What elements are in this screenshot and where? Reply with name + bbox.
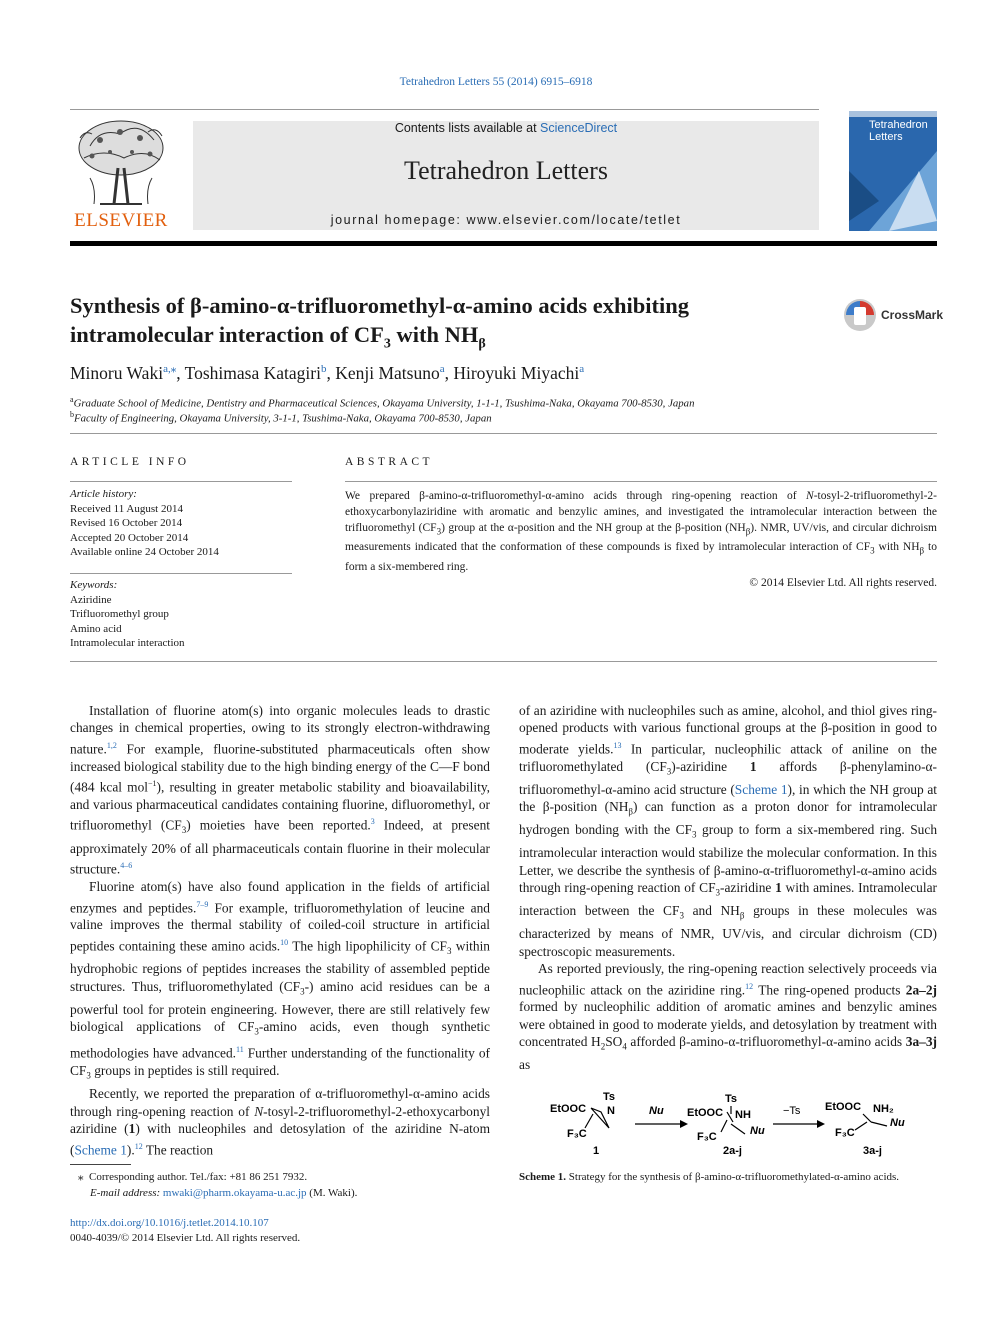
affiliation-b: $^b$Faculty of Engineering, Okayama University, 3-1-1, Tsushima-Naka, Okayama 700-8530, Japan: [70, 410, 492, 425]
author-name[interactable]: Kenji Matsuno: [335, 362, 440, 383]
keywords-label: Keywords:: [70, 579, 118, 591]
body-paragraph: As reported previously, the ring-opening reaction selectively proceeds via nucleophilic attack on the aziridine ring.$^{12}$ The ring-opened products 2a–2j formed by nucleophilic addition of aromatic amines and benzylic amines were obtained in good to moderate yields, and detosylation by treatment with concentrated $H_2SO_4$ afforded β-amino-α-trifluoromethyl-α-amino acids 3a–3j as: [519, 961, 938, 1073]
abstract-rule: [345, 481, 937, 482]
crossmark-badge[interactable]: [843, 298, 943, 332]
info-rule: [70, 573, 292, 574]
crossmark-label: CrossMark: [881, 308, 944, 322]
scheme-compound-1: 1: [593, 1145, 600, 1157]
section-rule: [70, 661, 937, 662]
scheme-cf3: F₃C: [567, 1128, 587, 1140]
corresponding-line: ⁎ Corresponding author. Tel./fax: +81 86 251 7932.: [78, 1171, 308, 1183]
scheme-etooc: EtOOC: [825, 1101, 862, 1113]
info-rule: [70, 481, 292, 482]
scheme-ts: Ts: [725, 1093, 738, 1105]
article-info-heading: ARTICLE INFO: [70, 456, 190, 468]
history-online: Available online 24 October 2014: [70, 546, 219, 558]
scheme-cf3: F₃C: [697, 1131, 717, 1143]
scheme-nu: Nu: [890, 1117, 905, 1129]
author-name[interactable]: Toshimasa Katagiri: [184, 362, 321, 383]
contents-line: [193, 121, 819, 135]
journal-citation[interactable]: Tetrahedron Letters 55 (2014) 6915–6918: [399, 76, 593, 88]
title-line-2: intramolecular interaction of $CF_3$ with $NH_\beta$: [70, 322, 486, 352]
history-label: Article history:: [70, 488, 137, 500]
sciencedirect-link[interactable]: ScienceDirect: [540, 121, 618, 135]
abstract-body: We prepared β-amino-α-trifluoromethyl-α-amino acids through ring-opening reaction of N-tosyl-2-trifluoromethyl-2-ethoxycarbonylaziridine with aromatic and benzylic amines, and investigated the intramolecular interaction between the trifluoromethyl $(CF_3)$ group at the α-position and the NH group at the β-position $(NH_\beta)$. NMR, UV/vis, and circular dichroism measurements indicated that the conformation of these compounds is fixed by intramolecular interaction of $CF_3$ with $NH_\beta$ to form a six-membered ring. © 2014 Elsevier Ltd. All rights reserved.: [345, 490, 937, 589]
cover-title-1: Tetrahedron: [869, 119, 928, 131]
contents-prefix: Contents lists available at: [394, 121, 541, 135]
scheme-caption: [519, 1170, 937, 1185]
title-line-1: Synthesis of β-amino-α-trifluoromethyl-α-amino acids exhibiting: [70, 293, 690, 318]
journal-cover-image: [849, 111, 937, 231]
email-line: E-mail address: mwaki@pharm.okayama-u.ac.jp (M. Waki).: [90, 1186, 358, 1199]
journal-homepage[interactable]: journal homepage: www.elsevier.com/locate/tetlet: [330, 213, 682, 227]
header-rule: [70, 109, 819, 110]
corresponding-footnote: [70, 1170, 490, 1201]
scheme-cf3: F₃C: [835, 1127, 855, 1139]
keyword: Aziridine: [70, 593, 112, 606]
author-list: Minoru Waki$^{a,⁎}$, Toshimasa Katagiri$^b$, Kenji Matsuno$^a$, Hiroyuki Miyachi$^a$: [70, 362, 585, 383]
article-title: [70, 291, 830, 359]
doi-block: [70, 1216, 300, 1245]
scheme-etooc: EtOOC: [687, 1107, 724, 1119]
journal-title: Tetrahedron Letters: [404, 156, 608, 185]
scheme-caption-text: Strategy for the synthesis of β-amino-α-trifluoromethylated-α-amino acids.: [566, 1171, 900, 1183]
scheme-etooc: EtOOC: [550, 1103, 587, 1115]
scheme-caption-label: Scheme 1.: [519, 1171, 567, 1183]
scheme-minus-ts: −Ts: [783, 1105, 801, 1117]
body-paragraph: of an aziridine with nucleophiles such as amine, alcohol, and thiol gives ring-opened products with various functional groups at the β-position in good to moderate yields.$^{13}$ In particular, nucleophilic attack of aniline on the trifluoromethylated $(CF_3)$-aziridine 1 affords β-phenylamino-α-trifluoromethyl-α-amino acid structure (Scheme 1), in which the NH group at the β-position $(NH_\beta)$ can function as a proton donor for intramolecular hydrogen bonding with the $CF_3$ group to form a six-membered ring. Such intramolecular interaction would stabilize the molecular conformation. In this Letter, we describe the synthesis of β-amino-α-trifluoromethyl-α-amino acids through ring-opening reaction of $CF_3$-aziridine 1 with amines. Intramolecular interaction between the $CF_3$ and $NH_\beta$ groups in these molecules was characterized by means of NMR, UV/vis, and circular dichroism (CD) spectroscopic measurements.: [519, 703, 938, 959]
abstract-copyright: © 2014 Elsevier Ltd. All rights reserved.: [749, 576, 937, 589]
abstract-heading: ABSTRACT: [345, 456, 434, 468]
publisher-name: ELSEVIER: [74, 210, 168, 231]
keyword: Amino acid: [70, 622, 122, 635]
footnote-rule: [70, 1164, 131, 1165]
keyword: Trifluoromethyl group: [70, 608, 169, 620]
body-paragraph: Recently, we reported the preparation of α-trifluoromethyl-α-amino acids through ring-opening reaction of N-tosyl-2-trifluoromethyl-2-ethoxycarbonyl aziridine (1) with nucleophiles and detosylation of the aziridine N-atom (Scheme 1).$^{12}$ The reaction: [70, 1086, 490, 1158]
scheme-nu-reagent: Nu: [649, 1105, 664, 1117]
copyright-line: 0040-4039/© 2014 Elsevier Ltd. All rights reserved.: [70, 1231, 301, 1244]
doi-link[interactable]: http://dx.doi.org/10.1016/j.tetlet.2014.10.107: [70, 1217, 269, 1229]
body-paragraph: Fluorine atom(s) have also found application in the fields of artificial enzymes and peptides.$^{7-9}$ For example, trifluoromethylation of leucine and valine improves the thermal stability of coiled-coil structure in artificial peptides containing these amino acids.$^{10}$ The high lipophilicity of $CF_3$ within hydrophobic regions of peptides increases the stability of assembled peptide structures. Thus, trifluoromethylated $(CF_3-)$ amino acid residues can be a powerful tool for protein engineering. However, there are still relatively few biological applications of $CF_3$-amino acids, even though synthetic methodologies have advanced.$^{11}$ Further understanding of the functionality of $CF_3$ groups in peptides is still required.: [70, 879, 490, 1081]
masthead-rule: [70, 241, 937, 246]
cover-title-2: Letters: [869, 131, 903, 143]
scheme-nh2: NH₂: [873, 1103, 894, 1115]
scheme-compound-2: 2a-j: [723, 1145, 742, 1157]
author-name[interactable]: Minoru Waki: [70, 362, 164, 383]
history-accepted: Accepted 20 October 2014: [70, 531, 189, 544]
email-link[interactable]: mwaki@pharm.okayama-u.ac.jp: [162, 1186, 307, 1199]
author-name[interactable]: Hiroyuki Miyachi: [453, 362, 580, 383]
keywords: [70, 578, 292, 651]
body-paragraph: Installation of fluorine atom(s) into organic molecules leads to drastic changes in chemical properties, owing to its strongly electron-withdrawing nature.$^{1,2}$ For example, fluorine-substituted pharmaceuticals often show increased biological stability due to the high binding energy of the C—F bond (484 kcal mol$^{-1}$), resulting in greater metabolic stability and bioavailability, and various pharmaceutical candidates containing fluorine, difluoromethyl, or trifluoromethyl $(CF_3)$ moieties have been reported.$^3$ Indeed, at present approximately 20% of all pharmaceuticals contain fluorine in their molecular structure.$^{4-6}$: [70, 703, 490, 877]
affiliation-a: $^a$Graduate School of Medicine, Dentistry and Pharmaceutical Sciences, Okayama University, 1-1-1, Tsushima-Naka, Okayama 700-8530, Japan: [70, 395, 695, 410]
scheme-ts: Ts: [603, 1091, 616, 1103]
body-column-right: [519, 702, 937, 1074]
history-received: Received 11 August 2014: [70, 502, 183, 515]
scheme-compound-3: 3a-j: [863, 1145, 882, 1157]
article-history: [70, 487, 292, 560]
crossmark-icon: [843, 298, 877, 332]
section-rule: [70, 433, 937, 434]
scheme-nu: Nu: [750, 1125, 765, 1137]
keyword: Intramolecular interaction: [70, 637, 185, 649]
history-revised: Revised 16 October 2014: [70, 517, 183, 529]
scheme-1-figure: [545, 1090, 937, 1160]
body-column-left: [70, 702, 490, 1158]
scheme-nh: NH: [735, 1109, 751, 1121]
scheme-n: N: [607, 1105, 615, 1117]
